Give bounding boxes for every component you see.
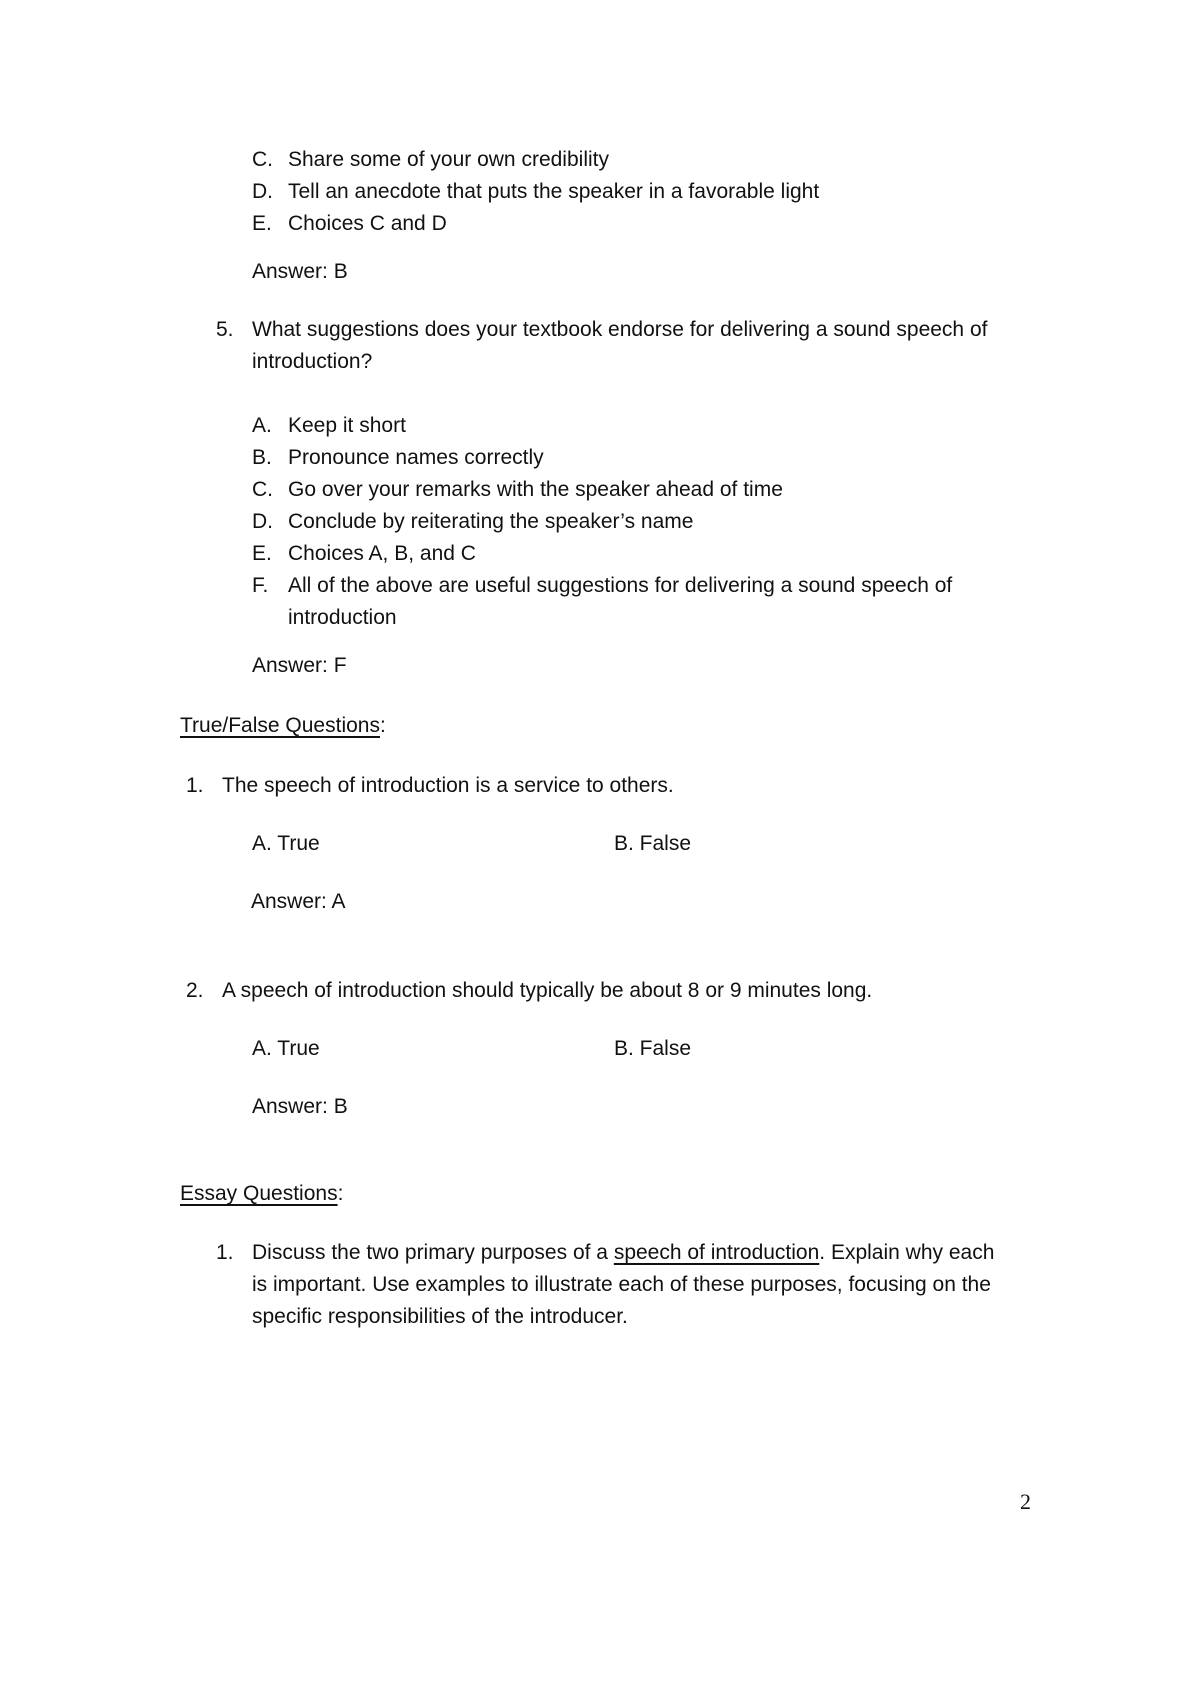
question-text-post: . Explain why each: [819, 1241, 995, 1264]
choice-e: [252, 208, 447, 240]
question-text-line2: introduction?: [252, 350, 373, 373]
question-number: 1.: [216, 1241, 234, 1264]
choice-text-line1: All of the above are useful suggestions for delivering a sound speech of: [288, 574, 953, 597]
choice-f: [252, 570, 952, 602]
question-text-line2: is important. Use examples to illustrate each of these purposes, focusing on the: [252, 1273, 991, 1296]
heading-text: True/False Questions: [180, 714, 380, 737]
heading-colon: :: [337, 1182, 344, 1205]
question-text: The speech of introduction is a service to others.: [222, 774, 674, 797]
section-heading-true-false: [180, 710, 386, 742]
choice-text: Share some of your own credibility: [288, 148, 609, 171]
choice-text: Choices C and D: [288, 212, 447, 235]
choice-text: Tell an anecdote that puts the speaker in a favorable light: [288, 180, 820, 203]
question-number: 2.: [186, 979, 204, 1002]
answer-line: Answer: B: [252, 260, 348, 283]
answer-line: Answer: A: [251, 890, 346, 913]
choice-text: Choices A, B, and C: [288, 542, 476, 565]
question-text-pre: Discuss the two primary purposes of a: [252, 1241, 614, 1264]
question-text: A speech of introduction should typically be about 8 or 9 minutes long.: [222, 979, 873, 1002]
tf-option-a: A. True: [252, 1037, 320, 1060]
choice-text: Pronounce names correctly: [288, 446, 544, 469]
heading-colon: :: [379, 714, 386, 737]
choice-text-line2: introduction: [288, 606, 397, 629]
question-text-line3: specific responsibilities of the introducer.: [252, 1305, 628, 1328]
choice-letter: B.: [252, 446, 272, 469]
choice-e: [252, 538, 476, 570]
tf-option-b: B. False: [614, 832, 692, 855]
question-number: 5.: [216, 318, 234, 341]
question-text-line1: What suggestions does your textbook endorse for delivering a sound speech of: [252, 318, 988, 341]
section-heading-essay: [180, 1178, 343, 1210]
choice-letter: D.: [252, 180, 273, 203]
choice-a: [252, 410, 406, 442]
answer-line: Answer: B: [252, 1095, 348, 1118]
question-5: [216, 314, 987, 346]
tf-option-b: B. False: [614, 1037, 692, 1060]
choice-letter: C.: [252, 478, 273, 501]
choice-letter: F.: [252, 574, 269, 597]
choice-letter: D.: [252, 510, 273, 533]
choice-text: Conclude by reiterating the speaker’s name: [288, 510, 694, 533]
choice-text: Keep it short: [288, 414, 406, 437]
choice-letter: C.: [252, 148, 273, 171]
choice-text: Go over your remarks with the speaker ahead of time: [288, 478, 783, 501]
choice-letter: E.: [252, 212, 272, 235]
heading-text: Essay Questions: [180, 1182, 338, 1205]
choice-d: [252, 506, 693, 538]
answer-line: Answer: F: [252, 654, 347, 677]
essay-question-1: [216, 1237, 994, 1269]
tf-question-1: [186, 770, 674, 802]
tf-option-a: A. True: [252, 832, 320, 855]
choice-c: [252, 144, 609, 176]
choice-d: [252, 176, 819, 208]
choice-letter: A.: [252, 414, 272, 437]
question-number: 1.: [186, 774, 204, 797]
key-term: speech of introduction: [613, 1241, 820, 1264]
page-number: 2: [1020, 1489, 1031, 1514]
choice-letter: E.: [252, 542, 272, 565]
choice-b: [252, 442, 544, 474]
choice-c: [252, 474, 783, 506]
tf-question-2: [186, 975, 872, 1007]
